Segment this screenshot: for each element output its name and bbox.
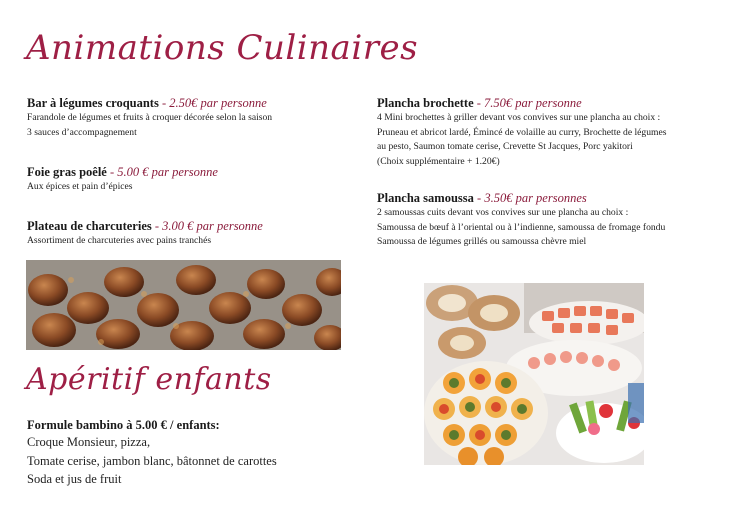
item-desc-line: (Choix supplémentaire + 1.20€) [377, 155, 500, 167]
section-title-animations: Animations Culinaires [26, 28, 419, 68]
menu-item-foie-gras [27, 164, 347, 195]
kids-formula-heading: Formule bambino à 5.00 € / enfants: [27, 418, 220, 432]
kids-formula-line: Soda et jus de fruit [27, 472, 122, 486]
kids-formula-line: Tomate cerise, jambon blanc, bâtonnet de carottes [27, 453, 277, 468]
item-name: Plancha samoussa [377, 191, 474, 205]
item-price: - 3.50€ par personnes [473, 191, 587, 205]
item-price: - 3.00 € par personne [154, 219, 263, 233]
item-desc-line: au pesto, Saumon tomate cerise, Crevette St Jacques, Porc yakitori [377, 141, 633, 153]
kids-formula-line: Croque Monsieur, pizza, [27, 435, 151, 449]
photo-roasted-quails [26, 260, 341, 350]
item-desc-line: 4 Mini brochettes à griller devant vos convives sur une plancha au choix : [377, 112, 661, 123]
item-price: - 2.50€ par personne [158, 96, 267, 110]
item-price: - 5.00 € par personne [106, 165, 218, 179]
photo-buffet-platter [424, 283, 644, 465]
item-desc-line: 3 sauces d’accompagnement [27, 126, 137, 138]
item-desc-line: Pruneau et abricot lardé, Émincé de volaille au curry, Brochette de légumes [377, 126, 667, 138]
item-desc-line: Assortiment de charcuteries avec pains tranchés [27, 235, 212, 246]
section-title-aperitif-enfants: Apéritif enfants [26, 362, 272, 397]
menu-item-plancha-samoussa [377, 190, 722, 250]
menu-item-charcuteries [27, 218, 347, 249]
item-desc-line: Samoussa de bœuf à l’oriental ou à l’indienne, samoussa de fromage fondu [377, 221, 666, 233]
menu-item-plancha-brochette [377, 95, 722, 169]
item-name: Bar à légumes croquants [27, 96, 159, 110]
item-name: Plateau de charcuteries [27, 219, 155, 233]
item-desc-line: 2 samoussas cuits devant vos convives sur une plancha au choix : [377, 207, 629, 218]
item-name: Foie gras poêlé [27, 165, 107, 179]
kids-formula [27, 417, 367, 489]
item-desc-line: Farandole de légumes et fruits à croquer décorée selon la saison [27, 112, 273, 123]
item-desc-line: Samoussa de légumes grillés ou samoussa chèvre miel [377, 236, 587, 248]
item-desc-line: Aux épices et pain d’épices [27, 181, 133, 192]
menu-item-bar-legumes [27, 95, 347, 140]
item-price: - 7.50€ par personne [473, 96, 582, 110]
item-name: Plancha brochette [377, 96, 474, 110]
